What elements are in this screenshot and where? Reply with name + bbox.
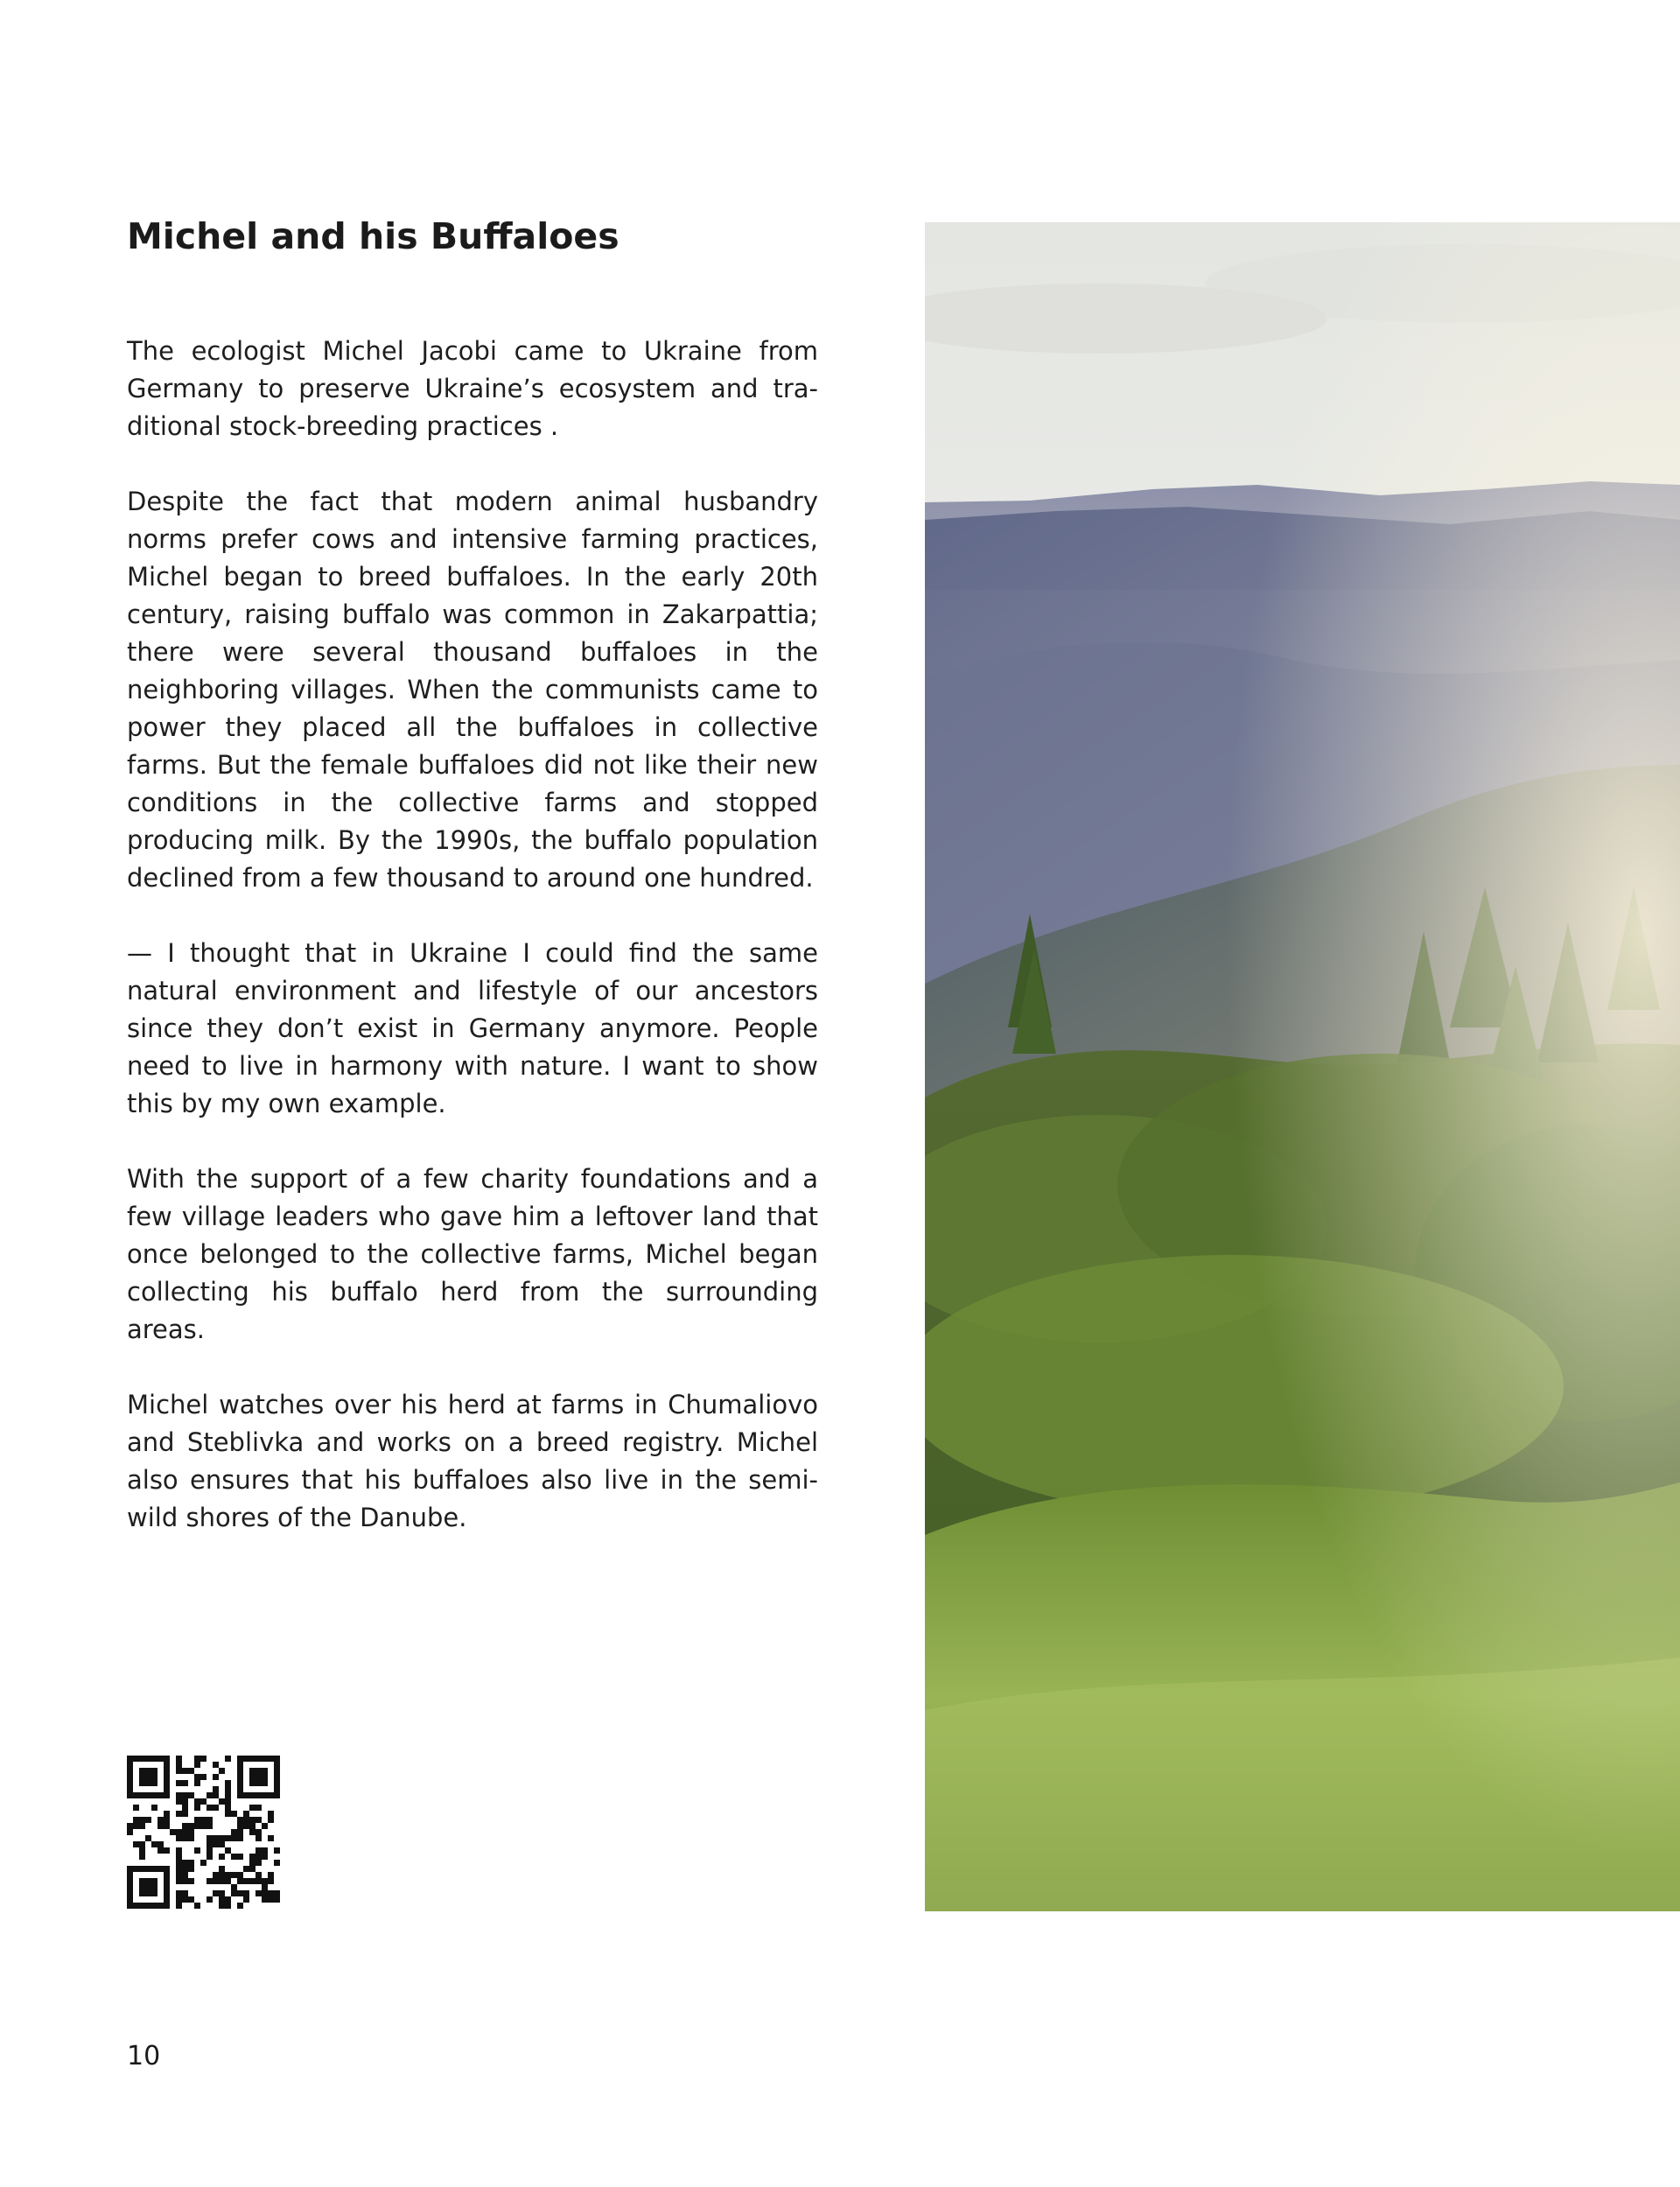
paragraph: Despite the fact that modern animal husbandry norms prefer cows and intensive farming practices, Michel began to breed buffaloes. In the early 20th century, raising buffalo was common in Zakarpattia; there were several thousand buffaloes in the neighboring villages. When the communists came to power they placed all the buffaloes in collective farms. But the female buffaloes did not like their new conditions in the collective farms and stopped producing milk. By the 1990s, the buffalo population declined from a few thousand to around one hundred. [127,487,818,893]
qr-code-icon[interactable] [127,1756,280,1909]
article-body [127,333,818,1574]
paragraph: The ecologist Michel Jacobi came to Ukraine from Germany to preserve Ukraine’s ecosystem and traditional stock-breeding practices . [127,336,818,441]
paragraph: — I thought that in Ukraine I could find the same natural environment and lifestyle of our ancestors since they don’t exist in Germany anymore. People need to live in harmony with nature. I want to show this by my own example. [127,938,818,1118]
page-number: 10 [127,2041,161,2071]
paragraph: With the support of a few charity foundations and a few village leaders who gave him a leftover land that once belonged to the collective farms, Michel began collecting his buffalo herd from the surrounding areas. [127,1164,818,1344]
landscape-photo [925,222,1680,1911]
paragraph: Michel watches over his herd at farms in Chumaliovo and Steblivka and works on a breed registry. Michel also ensures that his buffaloes also live in the semiwild shores of the Danube. [127,1390,818,1532]
page-title: Michel and his Buffaloes [127,215,620,257]
